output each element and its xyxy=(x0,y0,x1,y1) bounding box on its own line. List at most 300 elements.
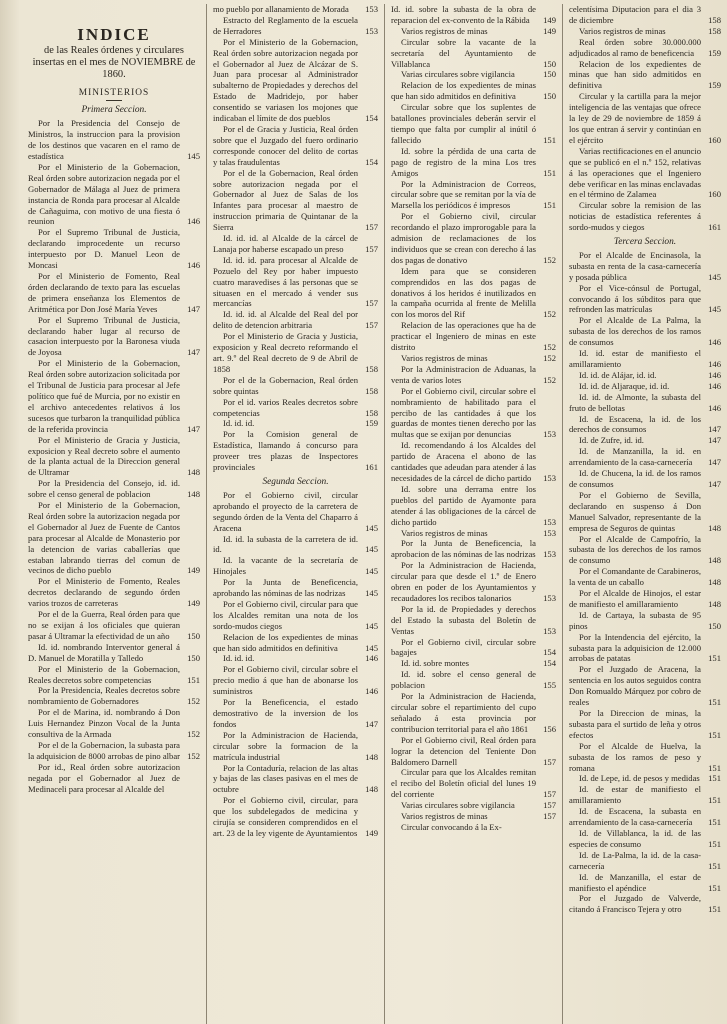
entry-text: Varias circulares sobre vigilancia xyxy=(401,800,515,811)
index-entry xyxy=(213,255,378,310)
entry-text: Por la Presidencia, Reales decretos sobre nombramiento de Gobernadores xyxy=(28,685,180,707)
entry-page-number: 152 xyxy=(543,254,556,265)
entry-text: Por la Contaduría, relacion de las altas y bajas de las clases pasivas en el mes de octubre xyxy=(213,762,358,795)
entry-page-number: 156 xyxy=(543,723,556,734)
entry-page-number: 146 xyxy=(187,216,200,227)
index-entry xyxy=(213,534,378,556)
index-entry xyxy=(569,4,721,26)
entry-text: Por el Gobierno civil, circular sobre bagajes xyxy=(391,636,536,658)
entry-page-number: 152 xyxy=(187,696,200,707)
entry-page-number: 150 xyxy=(708,620,721,631)
index-entry xyxy=(569,588,721,610)
entry-page-number: 148 xyxy=(708,555,721,566)
entry-page-number: 146 xyxy=(187,260,200,271)
entry-page-number: 153 xyxy=(543,429,556,440)
entry-page-number: 157 xyxy=(543,756,556,767)
index-entry xyxy=(569,850,721,872)
entry-text: Relacion de los expedientes de minas que han sido admitidos en definitiva xyxy=(213,631,358,653)
entry-page-number: 151 xyxy=(708,762,721,773)
index-entry xyxy=(213,763,378,796)
index-entry xyxy=(391,811,556,822)
index-entry xyxy=(569,632,721,665)
entry-page-number: 153 xyxy=(543,527,556,538)
entry-text: Por la Administracion de Hacienda, circular para que desde el 1.º de Enero obren en poder de los Ayuntamientos y recaudadores los recibos talonarios xyxy=(391,560,536,603)
entry-text: Por el Gobierno civil, circular para que los Alcaldes remitan una nota de los sordo-mudos ciegos xyxy=(213,598,358,631)
index-entry xyxy=(569,200,721,233)
index-entry xyxy=(569,435,721,446)
entry-text: Por el Gobierno civil, circular, para que los subdelegados de medicina y cirujía se consideren comprendidos en el art. 23 de la ley vigente de Ayuntamientos xyxy=(213,795,358,838)
entry-text: Por el Ministerio de Gracia y Justicia, exposicion y Real decreto reformando el art. 9.º del Real decreto de 9 de Abril de 1858 xyxy=(213,331,358,374)
entry-page-number: 147 xyxy=(187,303,200,314)
index-entry xyxy=(569,26,721,37)
entry-text: Id. id. de Almonte, la subasta del fruto de bellotas xyxy=(569,391,701,413)
index-entry xyxy=(569,610,721,632)
entry-text: Por el Ministerio de Gracia y Justicia, exposicion y Real decreto sobre el aumento de la planta actual de la Direccion general de Ultramar xyxy=(28,434,180,478)
entry-text: Id. de Manzanilla, la id. en arrendamiento de la casa-carnecería xyxy=(569,446,701,468)
index-entry xyxy=(28,642,200,664)
entry-text: Por el Ministerio de la Gobernacion, Real órden sobre autorizacion solicitada por el Tribunal de Justicia para procesar al Jefe político que fué de Murcia, por no existir en el archivo antecedentes relativos á los sucesos que turbaron la tranquilidad pública de la referida provincia xyxy=(28,358,180,434)
entry-text: Por la Junta de Beneficencia, la aprobacion de las nóminas de las nodrizas xyxy=(391,538,536,560)
entry-text: Id. id. id. xyxy=(223,418,255,429)
entry-page-number: 159 xyxy=(708,47,721,58)
index-entry xyxy=(391,484,556,528)
entry-text: Por el Gobierno civil, circular sobre el nombramiento de habilitado para el percibo de las cantidades á que los guardas de montes tienen derecho por las multas que se exijan por denuncias xyxy=(391,385,536,440)
section-heading: Primera Seccion. xyxy=(81,105,147,116)
entry-page-number: 146 xyxy=(708,359,721,369)
index-entry xyxy=(391,691,556,735)
entry-page-number: 146 xyxy=(365,686,378,697)
index-entry xyxy=(28,315,200,359)
entry-page-number: 159 xyxy=(708,80,721,91)
entry-text: Relacion de las operaciones que ha de practicar el Ingeniero de minas en este distrito xyxy=(391,320,536,353)
entry-text: Por el de la Gobernacion, la subasta para la adquisicion de 8000 arrobas de pino albar xyxy=(28,739,181,761)
entry-text: Varios registros de minas xyxy=(401,25,488,36)
entry-page-number: 157 xyxy=(543,789,556,800)
index-entry xyxy=(213,375,378,397)
index-entry xyxy=(28,435,200,479)
entry-page-number: 153 xyxy=(543,472,556,483)
index-entry xyxy=(391,386,556,441)
entry-page-number: 152 xyxy=(543,309,556,320)
index-entry xyxy=(569,381,721,392)
entry-text: Por el Ministerio de Fomento, Real órden declarando de texto para las escuelas de primera enseñanza los Elementos de Aritmética por Don José María Yeves xyxy=(28,271,180,314)
index-entry xyxy=(213,697,378,730)
entry-page-number: 148 xyxy=(708,598,721,609)
entry-text: Por la Administracion de Correos, circular sobre que se remitan por la vía de Marsella los periódicos é impresos xyxy=(391,178,536,211)
entry-page-number: 148 xyxy=(708,577,721,588)
entry-text: Idem para que se consideren comprendidos en las dos pagas de donativos á los heridos é inutilizados en la campaña ocurrida al frente de Melilla con los moros del Rif xyxy=(391,265,536,320)
index-entry xyxy=(569,370,721,381)
entry-page-number: 151 xyxy=(543,200,556,211)
entry-list xyxy=(28,118,200,794)
entry-page-number: 148 xyxy=(365,784,378,795)
entry-page-number: 154 xyxy=(543,658,556,669)
entry-page-number: 153 xyxy=(543,592,556,603)
index-entry xyxy=(28,576,200,609)
entry-text: Id. de Manzanilla, el estar de manifiesto el apéndice xyxy=(569,871,701,893)
index-entry xyxy=(569,392,721,414)
entry-text: Por la Administracion de Hacienda, circular sobre el repartimiento del cupo señalado á esta provincia por contribucion territorial para el año 1861 xyxy=(391,691,536,734)
index-entry xyxy=(391,767,556,800)
entry-text: Por la Presidencia del Consejo de Ministros, la instruccion para la provision de los destinos que vacaren en el ramo de estadística xyxy=(28,118,180,162)
index-entry xyxy=(28,358,200,434)
entry-text: Id. sobre una derrama entre los pueblos del partido de Ayamonte para atender á las obligaciones de la cárcel de dicho partido xyxy=(391,483,536,527)
index-entry xyxy=(391,538,556,560)
entry-text: Circular sobre la remision de las noticias de estadística referentes á sordo-mudos y ciegos xyxy=(569,200,701,233)
entry-text: Por el Alcalde de Huelva, la subasta de los ramos de peso y romana xyxy=(569,740,701,773)
entry-page-number: 151 xyxy=(708,904,721,915)
entry-text: Relacion de los expedientes de minas que han sido admitidos en definitiva xyxy=(391,80,536,102)
index-entry xyxy=(391,822,556,833)
entry-text: Circular y la cartilla para la mejor inteligencia de las ventajas que ofrece la ley de 29 de noviembre de 1859 á los que entran á servir y continúan en el ejército xyxy=(569,91,701,145)
entry-page-number: 157 xyxy=(365,320,378,331)
entry-page-number: 161 xyxy=(708,222,721,233)
entry-text: Por el Gobierno de Sevilla, declarando en suspenso á Don Manuel Salvador, representante de la empresa de Seguros de quintas xyxy=(569,489,701,533)
index-entry xyxy=(213,37,378,124)
entry-text: Id. id. de Aljaraque, id. id. xyxy=(579,380,670,391)
index-entry xyxy=(213,632,378,654)
entry-text: Por el id. varios Reales decretos sobre competencias xyxy=(213,396,358,418)
index-entry xyxy=(213,4,378,15)
entry-page-number: 158 xyxy=(365,385,378,396)
index-entry xyxy=(213,397,378,419)
entry-text: Relacion de los expedientes de minas que han sido admitidos en definitiva xyxy=(569,58,701,91)
entry-text: Circular sobre la vacante de la secretaría del Ayuntamiento de Villablanca xyxy=(391,36,536,69)
index-entry xyxy=(28,271,200,315)
entry-page-number: 148 xyxy=(187,489,200,500)
entry-page-number: 145 xyxy=(365,588,378,599)
index-entry xyxy=(569,566,721,588)
index-entry xyxy=(213,429,378,473)
entry-text: Por el Alcalde de Encinasola, la subasta en renta de la casa-carnecería y posada pública xyxy=(569,249,701,282)
entry-text: Varias rectificaciones en el anuncio que se publicó en el n.º 152, relativas á las operaciones que el Ingeniero debe verificar en las minas enclavadas en el término de Zalamea xyxy=(569,145,701,200)
entry-text: Varios registros de minas xyxy=(401,353,488,363)
column-3 xyxy=(384,4,562,1024)
entry-text: Por el Supremo Tribunal de Justicia, declarando haber lugar al recurso de casacion interpuesto por la Baronesa viuda de Joyosa xyxy=(28,314,180,358)
index-entry xyxy=(213,309,378,331)
entry-text: Por la id. de Propiedades y derechos del Estado la subasta del Boletín de Ventas xyxy=(391,603,536,636)
index-entry xyxy=(213,233,378,255)
entry-text: Id. id. la subasta de la carretera de id. id. xyxy=(213,533,358,555)
entry-page-number: 147 xyxy=(708,478,721,489)
index-entry xyxy=(569,348,721,370)
entry-page-number: 151 xyxy=(708,773,721,784)
entry-page-number: 152 xyxy=(543,353,556,363)
index-entry xyxy=(391,80,556,102)
entry-page-number: 151 xyxy=(708,729,721,740)
entry-text: Por la Administracion de Hacienda, circular sobre la formacion de la matrícula industrial xyxy=(213,729,358,762)
index-entry xyxy=(28,762,200,795)
entry-page-number: 159 xyxy=(365,418,378,429)
entry-page-number: 158 xyxy=(365,407,378,418)
column-4 xyxy=(562,4,727,1024)
entry-text: Por la Administracion de Aduanas, la venta de varios lotes xyxy=(391,363,536,385)
entry-page-number: 152 xyxy=(543,342,556,353)
index-entry xyxy=(28,664,200,686)
index-entry xyxy=(213,331,378,375)
index-entry xyxy=(569,446,721,468)
index-entry xyxy=(569,37,721,59)
index-entry xyxy=(391,26,556,37)
entry-text: Por el Juzgado de Valverde, citando á Francisco Tejera y otro xyxy=(569,893,701,915)
entry-page-number: 146 xyxy=(708,369,721,380)
entry-page-number: 149 xyxy=(187,565,200,576)
entry-text: Circular convocando á la Ex- xyxy=(401,821,502,832)
section-heading: Tercera Seccion. xyxy=(613,237,677,248)
entry-text: Id. id. id. al Alcalde de la cárcel de Lanaja por haberse escapado un preso xyxy=(213,233,358,254)
index-entry xyxy=(391,735,556,768)
entry-text: Id. de Villablanca, la id. de las especies de consumo xyxy=(569,827,701,849)
index-entry xyxy=(28,227,200,271)
index-entry xyxy=(569,91,721,146)
index-entry xyxy=(569,828,721,850)
entry-text: Id. de Lepe, id. de pesos y medidas xyxy=(579,773,700,784)
index-columns xyxy=(28,4,721,1024)
index-entry xyxy=(569,283,721,316)
entry-text: Por la Direccion de minas, la subasta para el surtido de leña y otros efectos xyxy=(569,708,701,740)
entry-text: Id. de Zufre, id. id. xyxy=(579,435,644,446)
index-entry xyxy=(569,893,721,915)
section-heading: Segunda Seccion. xyxy=(262,476,329,487)
entry-text: Varios registros de minas xyxy=(401,527,488,538)
entry-text: Por el Juzgado de Aracena, la sentencia en los autos seguidos contra Don Romualdo Márquez por cobro de reales xyxy=(569,664,701,708)
entry-text: Id. de estar de manifiesto el amillaramiento xyxy=(569,784,701,806)
entry-page-number: 153 xyxy=(365,25,378,36)
index-entry xyxy=(569,708,721,741)
entry-text: celentísima Diputacion para el dia 3 de diciembre xyxy=(569,4,701,25)
entry-page-number: 149 xyxy=(543,14,556,25)
index-entry xyxy=(569,534,721,567)
index-entry xyxy=(569,773,721,784)
entry-page-number: 145 xyxy=(365,566,378,577)
index-entry xyxy=(391,102,556,146)
entry-page-number: 147 xyxy=(365,718,378,729)
index-entry xyxy=(569,784,721,806)
entry-text: Id. de Escacena, la id. de los derechos de consumos xyxy=(569,413,701,435)
entry-text: Id. de Cartaya, la subasta de 95 pinos xyxy=(569,609,701,631)
entry-text: Varias circulares sobre vigilancia xyxy=(401,69,515,80)
index-entry xyxy=(569,741,721,774)
index-entry xyxy=(28,162,200,227)
index-entry xyxy=(569,146,721,201)
index-entry xyxy=(28,707,200,740)
index-entry xyxy=(213,599,378,632)
entry-page-number: 147 xyxy=(708,424,721,435)
entry-list xyxy=(213,4,378,839)
index-entry xyxy=(213,490,378,534)
index-entry xyxy=(569,315,721,348)
index-entry xyxy=(391,637,556,659)
entry-page-number: 154 xyxy=(365,156,378,167)
entry-page-number: 145 xyxy=(365,522,378,533)
entry-list xyxy=(391,4,556,833)
index-entry xyxy=(213,730,378,763)
entry-page-number: 152 xyxy=(187,729,200,740)
entry-page-number: 154 xyxy=(543,647,556,658)
entry-page-number: 150 xyxy=(543,91,556,102)
index-entry xyxy=(213,15,378,37)
index-title: INDICE xyxy=(77,25,151,44)
index-entry xyxy=(391,4,556,26)
entry-page-number: 150 xyxy=(543,69,556,80)
entry-text: Por el Ministerio de la Gobernacion, Real órden sobre autorizacion negada por el Gobernador de Málaga al Juez de primera instancia de Ronda para procesar al Alcalde de Cañaguima, con motivo de una fiesta ó reunion xyxy=(28,161,180,227)
index-entry xyxy=(569,468,721,490)
entry-text: Real órden sobre 30.000.000 adjudicados al ramo de beneficencia xyxy=(569,36,701,58)
entry-text: Varios registros de minas xyxy=(579,25,666,36)
index-entry xyxy=(569,414,721,436)
entry-text: Id. id. de Alájar, id. id. xyxy=(579,369,657,380)
entry-text: Por el Ministerio de Fomento, Reales decretos declarando de segundo órden varios trozos de carreteras xyxy=(28,576,180,609)
index-entry xyxy=(391,211,556,266)
entry-page-number: 149 xyxy=(365,827,378,838)
entry-page-number: 160 xyxy=(708,189,721,200)
entry-text: Id. de Chucena, la id. de los ramos de consumos xyxy=(569,468,701,489)
index-entry xyxy=(391,604,556,637)
entry-text: Por la Presidencia del Consejo, id. id. sobre el censo general de poblacion xyxy=(28,478,180,500)
entry-text: Por el Ministerio de la Gobernacion, Real órden sobre autorizacion negada por el Gobernador al Juez de Alcázar de S. Juan para procesar al Administrador subalterno de Propiedades y derechos del Estado de Madridejo, por haber consentido se variasen los mojones que indicaban el límite de dos pueblos xyxy=(213,36,358,124)
entry-page-number: 152 xyxy=(187,750,200,761)
index-entry xyxy=(391,69,556,80)
entry-text: Por el de Marina, id. nombrando á Don Luis Hernandez Pinzon Vocal de la Junta consultiva de la Armada xyxy=(28,707,180,740)
entry-page-number: 153 xyxy=(543,549,556,560)
entry-page-number: 153 xyxy=(543,625,556,636)
entry-page-number: 151 xyxy=(708,697,721,708)
entry-page-number: 151 xyxy=(708,795,721,806)
entry-page-number: 155 xyxy=(543,680,556,691)
entry-page-number: 150 xyxy=(187,630,200,641)
entry-text: Por el Vice-cónsul de Portugal, convocando á los súbditos para que refronden las matrículas xyxy=(569,282,701,315)
index-entry xyxy=(569,250,721,283)
entry-text: Por el de la Guerra, Real órden para que no se exijan á los oficiales que quieran pasar á Ultramar la efectividad de un año xyxy=(28,609,180,641)
entry-page-number: 157 xyxy=(365,243,378,254)
entry-text: Por id., Real órden sobre autorizacion negada por el Gobernador al Juez de Medinaceli para procesar al Alcalde del xyxy=(28,761,180,794)
entry-page-number: 150 xyxy=(187,652,200,663)
entry-text: Por el Gobierno civil, circular recordando el plazo improrogable para la admision de reclamaciones de los individuos que se crean con derecho á las dos pagas de donativo xyxy=(391,211,536,265)
entry-text: Id. la vacante de la secretaría de Hinojales xyxy=(213,555,358,577)
index-entry xyxy=(28,118,200,162)
entry-text: Por el Comandante de Carabineros, la venta de un caballo xyxy=(569,566,701,588)
index-entry xyxy=(391,800,556,811)
entry-text: Por el Alcalde de Hinojos, el estar de manifiesto el amillaramiento xyxy=(569,588,701,609)
entry-text: Por la Beneficencia, el estado demostrativo de la inversion de los fondos xyxy=(213,697,358,729)
entry-page-number: 148 xyxy=(708,522,721,533)
entry-text: Id. sobre la pérdida de una carta de pago de registro de la mina Los tres Amigos xyxy=(391,145,536,178)
index-entry xyxy=(28,478,200,500)
entry-page-number: 154 xyxy=(365,113,378,124)
index-entry xyxy=(213,418,378,429)
index-entry xyxy=(28,685,200,707)
entry-page-number: 146 xyxy=(365,653,378,664)
entry-text: Id. recomendando á los Alcaldes del partido de Aracena el abono de las cantidades que adeudan para atender á las necesidades de la cárcel de dicho partido xyxy=(391,440,536,483)
entry-text: Por la Intendencia del ejército, la subasta para la adquisicion de 12.000 arrobas de patatas xyxy=(569,631,701,664)
entry-text: Por el de la Gobernacion, Real órden sobre autorizacion negada por el Gobernador al Juez de Salas de los Infantes para procesar al maestro de instruccion primaria de Quintanar de la Sierra xyxy=(213,167,358,233)
entry-page-number: 145 xyxy=(187,151,200,162)
entry-text: Por el Supremo Tribunal de Justicia, declarando improcedente un recurso interpuesto por D. Manuel Leon de Moncasi xyxy=(28,227,180,271)
ministry-heading: MINISTERIOS xyxy=(78,87,150,98)
entry-text: Por el de Gracia y Justicia, Real órden sobre que el Juzgado del fuero ordinario corresponde conocer del delito de cortas y talas fraudulentas xyxy=(213,123,358,167)
entry-text: Id. id. sobre la subasta de la obra de reparacion del ex-convento de la Rábida xyxy=(391,4,536,25)
index-entry xyxy=(569,806,721,828)
index-entry xyxy=(213,555,378,577)
column-1 xyxy=(28,4,206,1024)
entry-page-number: 151 xyxy=(708,860,721,871)
entry-text: Id. de La-Palma, la id. de la casa-carnecería xyxy=(569,849,701,871)
entry-list xyxy=(569,4,721,915)
index-entry xyxy=(391,353,556,364)
index-entry xyxy=(569,59,721,92)
entry-text: Id. id. id. al Alcalde del Real del por delito de detencion arbitraria xyxy=(213,309,358,331)
entry-page-number: 149 xyxy=(543,25,556,36)
entry-page-number: 151 xyxy=(708,817,721,828)
index-entry xyxy=(391,669,556,691)
entry-text: Por el Gobierno civil, Real órden para lograr la detencion del Teniente Don Baldomero Darnell xyxy=(391,734,536,767)
index-entry xyxy=(391,37,556,70)
index-entry xyxy=(569,872,721,894)
entry-page-number: 161 xyxy=(365,462,378,473)
entry-page-number: 147 xyxy=(708,435,721,446)
entry-page-number: 151 xyxy=(543,167,556,178)
heading-rule xyxy=(106,100,122,101)
entry-page-number: 157 xyxy=(365,298,378,309)
entry-page-number: 153 xyxy=(365,4,378,14)
entry-text: Estracto del Reglamento de la escuela de Herradores xyxy=(213,14,358,36)
index-entry xyxy=(213,168,378,233)
entry-page-number: 145 xyxy=(365,620,378,631)
index-entry xyxy=(391,266,556,321)
index-entry xyxy=(28,500,200,576)
index-entry xyxy=(213,795,378,839)
entry-text: Circular sobre que los suplentes de batallones provinciales deberán servir el tiempo que falta por cumplir al inútil ó fallecido xyxy=(391,102,536,145)
entry-page-number: 157 xyxy=(365,222,378,233)
entry-page-number: 158 xyxy=(708,25,721,36)
entry-text: Id. de Escacena, la subasta en arrendamiento de la casa-carnecería xyxy=(569,806,701,828)
entry-page-number: 146 xyxy=(708,337,721,348)
entry-page-number: 153 xyxy=(543,516,556,527)
entry-page-number: 150 xyxy=(543,58,556,69)
index-entry xyxy=(28,609,200,642)
entry-text: Por la Junta de Beneficencia, aprobando las nóminas de las nodrizas xyxy=(213,577,358,599)
index-entry xyxy=(391,179,556,212)
index-entry xyxy=(213,124,378,168)
index-entry xyxy=(213,653,378,664)
entry-page-number: 158 xyxy=(708,14,721,25)
entry-page-number: 151 xyxy=(708,838,721,849)
entry-page-number: 151 xyxy=(187,674,200,685)
entry-page-number: 157 xyxy=(543,800,556,811)
index-entry xyxy=(391,658,556,669)
entry-text: Por la Comision general de Estadística, llamando á concurso para proveer tres plazas de Inspectores provinciales xyxy=(213,429,358,473)
entry-text: Por el Ministerio de la Gobernacion, Real órden sobre la autorizacion negada por el Gobernador al Juez de Fuente de Cantos para procesar al Alcalde de Monasterio por la detencion de varias caballerías que estaban labrando tierras del comun de vecinos de dicho pueblo xyxy=(28,500,180,576)
entry-text: Por el Ministerio de la Gobernacion, Reales decretos sobre competencias xyxy=(28,663,180,685)
index-entry xyxy=(391,440,556,484)
entry-text: Varios registros de minas xyxy=(401,811,488,822)
entry-text: Por el Alcalde de Campofrío, la subasta de los derechos de los ramos de consumo xyxy=(569,533,701,566)
entry-page-number: 149 xyxy=(187,598,200,609)
entry-text: Circular para que los Alcaldes remitan el recibo del Boletín oficial del lunes 19 del corriente xyxy=(391,767,536,800)
index-entry xyxy=(391,364,556,386)
entry-page-number: 158 xyxy=(365,363,378,374)
entry-text: Por el Alcalde de La Palma, la subasta de los derechos de los ramos de consumos xyxy=(569,315,701,348)
entry-page-number: 151 xyxy=(543,134,556,145)
entry-text: Id. id. id. xyxy=(223,653,255,664)
entry-page-number: 145 xyxy=(708,304,721,315)
entry-text: Por el Gobierno civil, circular aprobando el proyecto de la carretera de segundo órden de la Venta del Chaparro á Aracena xyxy=(213,489,358,533)
entry-page-number: 145 xyxy=(708,271,721,282)
entry-text: Id. id. estar de manifiesto el amillaramiento xyxy=(569,348,701,369)
entry-page-number: 148 xyxy=(365,751,378,762)
entry-page-number: 151 xyxy=(708,882,721,893)
entry-page-number: 157 xyxy=(543,811,556,822)
